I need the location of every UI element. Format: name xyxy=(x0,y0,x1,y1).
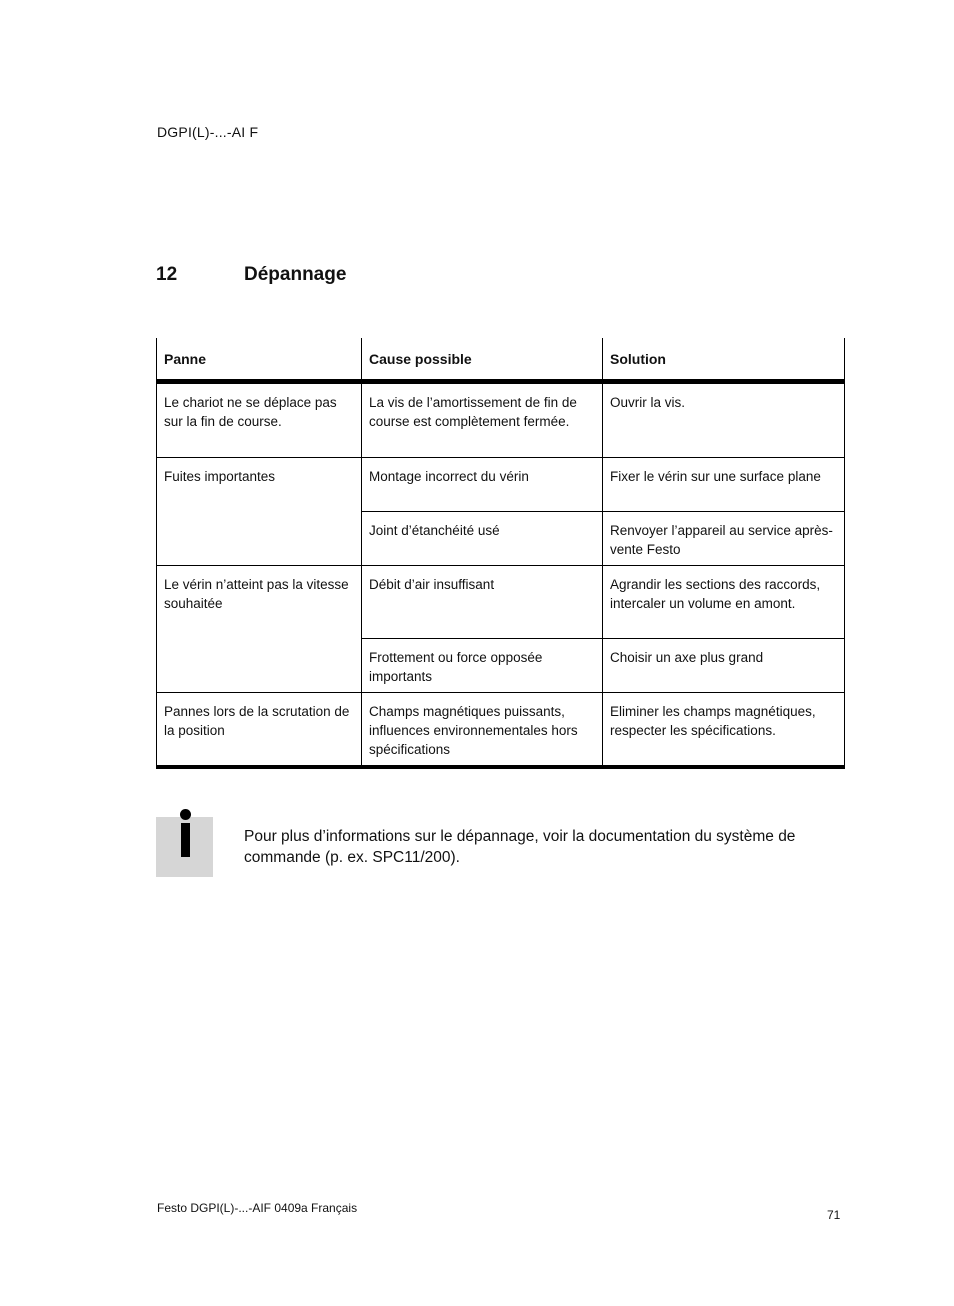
table-row xyxy=(157,458,845,512)
cell-cause: Champs magnétiques puissants, influences environnementales hors spécifications xyxy=(362,693,603,768)
troubleshooting-table xyxy=(156,338,844,769)
cell-panne: Le chariot ne se déplace pas sur la fin de course. xyxy=(157,382,362,458)
cell-cause: Montage incorrect du vérin xyxy=(362,458,603,512)
column-header-solution: Solution xyxy=(603,338,845,382)
section-number: 12 xyxy=(156,264,178,285)
table-header-row xyxy=(157,338,845,382)
cell-cause: Débit d’air insuffisant xyxy=(362,566,603,639)
info-note-text: Pour plus d’informations sur le dépannage, voir la documentation du système de commande (p. ex. SPC11/200). xyxy=(244,828,796,866)
table-row xyxy=(157,693,845,768)
cell-panne: Fuites importantes xyxy=(157,458,362,566)
cell-panne: Le vérin n’atteint pas la vitesse souhaitée xyxy=(157,566,362,693)
cell-cause: La vis de l’amortissement de fin de course est complètement fermée. xyxy=(362,382,603,458)
footer-document-info: Festo DGPI(L)-...-AIF 0409a Français xyxy=(157,1201,358,1215)
section-title: Dépannage xyxy=(244,264,347,285)
cell-solution: Eliminer les champs magnétiques, respecter les spécifications. xyxy=(603,693,845,768)
info-icon xyxy=(156,817,213,877)
table-row xyxy=(157,566,845,639)
column-header-panne: Panne xyxy=(157,338,362,382)
table-row xyxy=(157,382,845,458)
cell-solution: Ouvrir la vis. xyxy=(603,382,845,458)
cell-cause: Frottement ou force opposée importants xyxy=(362,639,603,693)
cell-solution: Fixer le vérin sur une surface plane xyxy=(603,458,845,512)
cell-panne: Pannes lors de la scrutation de la position xyxy=(157,693,362,768)
document-reference: DGPI(L)-...-AI F xyxy=(157,124,259,140)
page-number: 71 xyxy=(827,1208,841,1222)
cell-solution: Renvoyer l’appareil au service après-vente Festo xyxy=(603,512,845,566)
cell-solution: Agrandir les sections des raccords, intercaler un volume en amont. xyxy=(603,566,845,639)
cell-cause: Joint d’étanchéité usé xyxy=(362,512,603,566)
cell-solution: Choisir un axe plus grand xyxy=(603,639,845,693)
column-header-cause: Cause possible xyxy=(362,338,603,382)
